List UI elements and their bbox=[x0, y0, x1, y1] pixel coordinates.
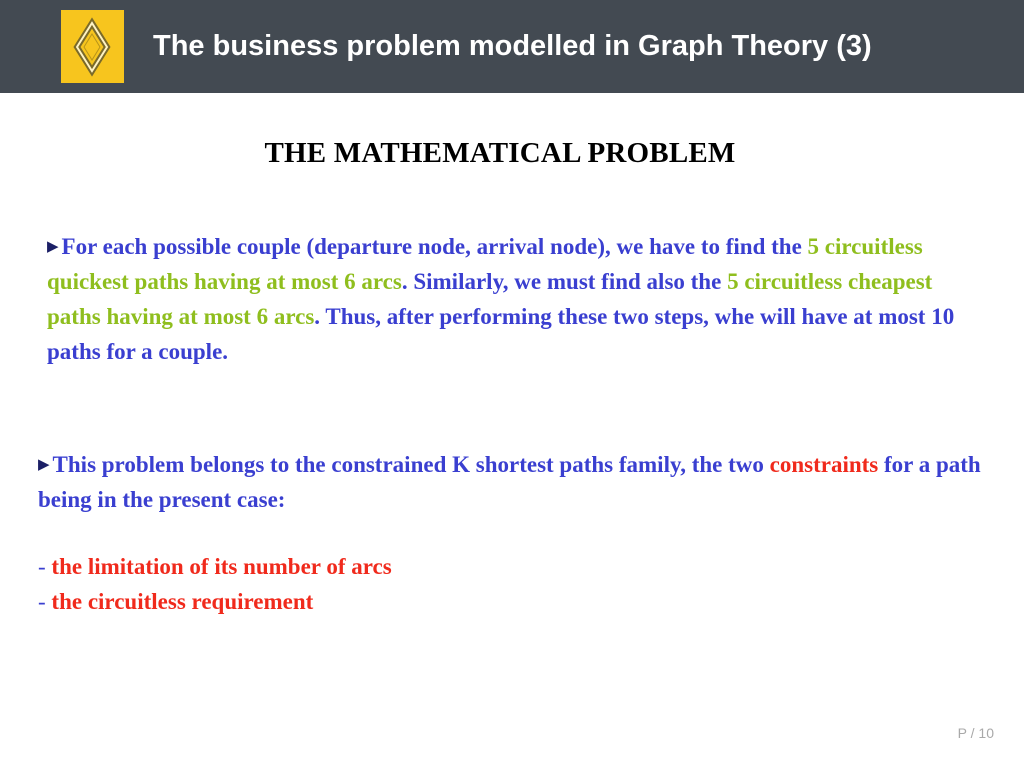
constraint-item bbox=[38, 549, 392, 584]
slide-title: The business problem modelled in Graph Theory (3) bbox=[153, 30, 872, 62]
p1-highlight-5-a: 5 bbox=[807, 234, 820, 259]
p2-text-1: This problem belongs to the constrained K shortest paths family, the two bbox=[52, 452, 770, 477]
constraint-text: the limitation of its number of arcs bbox=[51, 554, 392, 579]
constraint-item bbox=[38, 584, 313, 619]
list-dash: - bbox=[38, 554, 52, 579]
section-heading: THE MATHEMATICAL PROBLEM bbox=[264, 137, 736, 169]
renault-logo bbox=[61, 10, 124, 83]
list-dash: - bbox=[38, 589, 52, 614]
p1-highlight-5-b: 5 bbox=[727, 269, 739, 294]
p2-highlight-constraints: constraints bbox=[769, 452, 879, 477]
renault-diamond-icon bbox=[61, 10, 124, 83]
p1-highlight-cheapest-paths: circuitless cheapest paths having at most 6 arcs bbox=[47, 269, 933, 329]
p1-text-3: . Thus, after performing these two steps, whe will have at most 10 paths for a couple. bbox=[47, 304, 955, 364]
triangle-right-icon: ▶ bbox=[47, 237, 59, 255]
triangle-right-icon: ▶ bbox=[38, 455, 50, 473]
paragraph-quickest-cheapest bbox=[47, 229, 977, 369]
p1-highlight-quickest-paths: circuitless quickest paths having at most 6 arcs bbox=[47, 234, 923, 294]
paragraph-constrained-k-shortest bbox=[38, 447, 998, 517]
constraint-text: the circuitless requirement bbox=[51, 589, 314, 614]
page-number: P / 10 bbox=[957, 725, 994, 741]
header-bar bbox=[0, 0, 1024, 93]
p2-text-2: for a path being in the present case: bbox=[38, 452, 981, 512]
p1-text-1: For each possible couple (departure node, arrival node), we have to find the bbox=[61, 234, 808, 259]
p1-text-2: . Similarly, we must find also the bbox=[401, 269, 728, 294]
